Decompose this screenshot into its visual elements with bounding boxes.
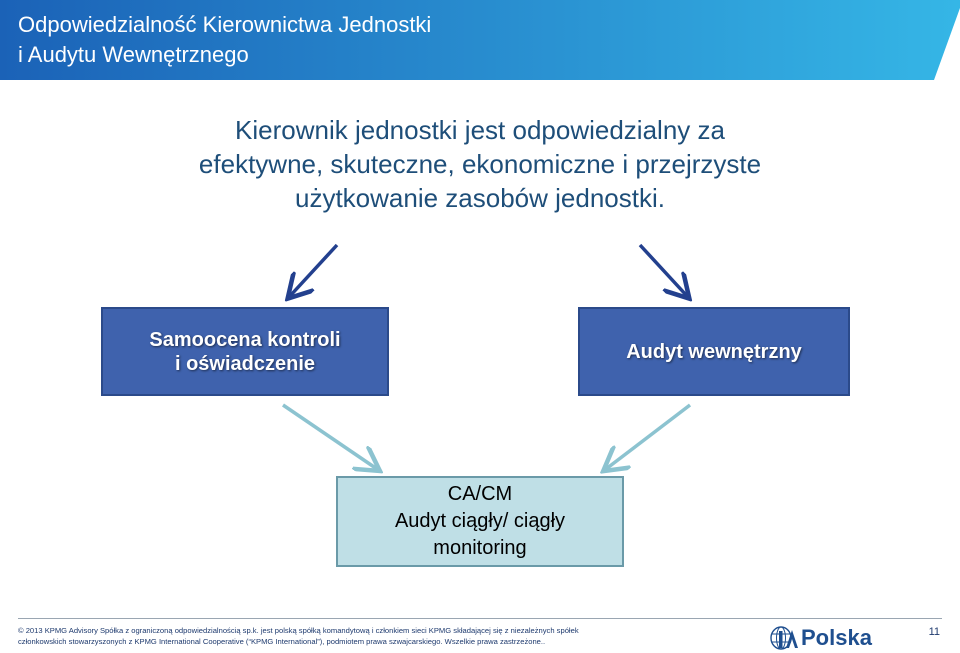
iia-polska-logo — [770, 624, 872, 652]
page-number: 11 — [928, 626, 940, 638]
continuous-audit-line-2: Audyt ciągły/ ciągły — [394, 510, 566, 532]
globe-icon — [770, 625, 800, 651]
footer-line-1: © 2013 KPMG Advisory Spółka z ograniczoną odpowiedzialnością sp.k. jest polską spółką komandytową i członkiem sieci KPMG składającej się z niezależnych spółek — [18, 626, 579, 635]
footer-line-2: członkowskich stowarzyszonych z KPMG International Cooperative (“KPMG International”), podmiotem prawa szwajcarskiego. Wszelkie prawa zastrzeżone.. — [18, 637, 546, 646]
statement-line-2: efektywne, skuteczne, ekonomiczne i przejrzyste — [198, 149, 762, 179]
arrow-self-assessment-to-ca — [283, 405, 377, 469]
footer-copyright — [18, 625, 758, 647]
logo-text: Polska — [801, 625, 872, 650]
arrow-to-self-assessment — [290, 245, 337, 296]
self-assessment-box — [101, 307, 389, 396]
continuous-audit-line-3: monitoring — [433, 537, 527, 559]
statement-line-1: Kierownik jednostki jest odpowiedzialny za — [235, 115, 725, 145]
arrow-to-internal-audit — [640, 245, 687, 296]
arrow-internal-audit-to-ca — [606, 405, 690, 469]
slide-title-line-2: i Audytu Wewnętrznego — [18, 42, 249, 67]
internal-audit-label: Audyt wewnętrzny — [626, 340, 802, 363]
continuous-audit-box — [336, 476, 624, 567]
footer-divider — [18, 618, 942, 619]
self-assessment-line-1: Samoocena kontroli — [149, 328, 341, 351]
internal-audit-box — [578, 307, 850, 396]
self-assessment-line-2: i oświadczenie — [174, 352, 316, 375]
continuous-audit-line-1: CA/CM — [447, 483, 513, 505]
slide-title-line-1: Odpowiedzialność Kierownictwa Jednostki — [18, 12, 432, 37]
statement-line-3: użytkowanie zasobów jednostki. — [295, 183, 665, 213]
